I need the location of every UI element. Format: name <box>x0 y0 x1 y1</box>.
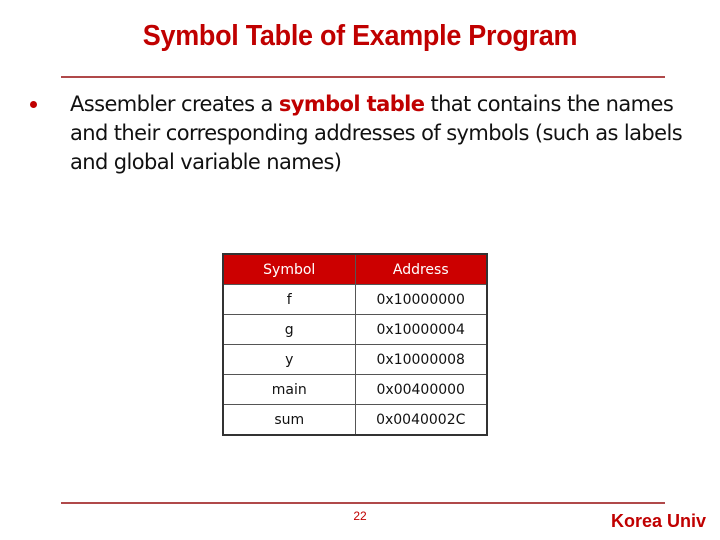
cell-symbol: g <box>223 315 355 345</box>
cell-address: 0x10000004 <box>355 315 487 345</box>
table-row <box>223 345 487 375</box>
bullet-emphasis: symbol table <box>278 92 425 116</box>
cell-symbol: y <box>223 345 355 375</box>
header-symbol: Symbol <box>223 254 355 285</box>
bullet-item <box>28 90 688 177</box>
symbol-table <box>222 253 488 436</box>
slide-title: Symbol Table of Example Program <box>142 20 578 52</box>
footer-divider <box>61 502 665 504</box>
bullet-text-pre: Assembler creates a <box>70 92 279 116</box>
table-row <box>223 405 487 436</box>
table-row <box>223 285 487 315</box>
bullet-dot-icon <box>30 101 37 108</box>
table-row <box>223 315 487 345</box>
cell-symbol: f <box>223 285 355 315</box>
bullet-text <box>70 90 688 177</box>
page-number: 22 <box>353 509 367 523</box>
footer-brand: Korea Univ <box>610 511 706 531</box>
cell-address: 0x10000000 <box>355 285 487 315</box>
header-address: Address <box>355 254 487 285</box>
table-header-row <box>223 254 487 285</box>
bullet-text-post: that contains the names and their corresponding addresses of symbols (such as labels and global variable names) <box>70 92 683 174</box>
cell-symbol: main <box>223 375 355 405</box>
cell-address: 0x0040002C <box>355 405 487 436</box>
cell-address: 0x10000008 <box>355 345 487 375</box>
table-row <box>223 375 487 405</box>
cell-address: 0x00400000 <box>355 375 487 405</box>
cell-symbol: sum <box>223 405 355 436</box>
title-divider <box>61 76 665 78</box>
